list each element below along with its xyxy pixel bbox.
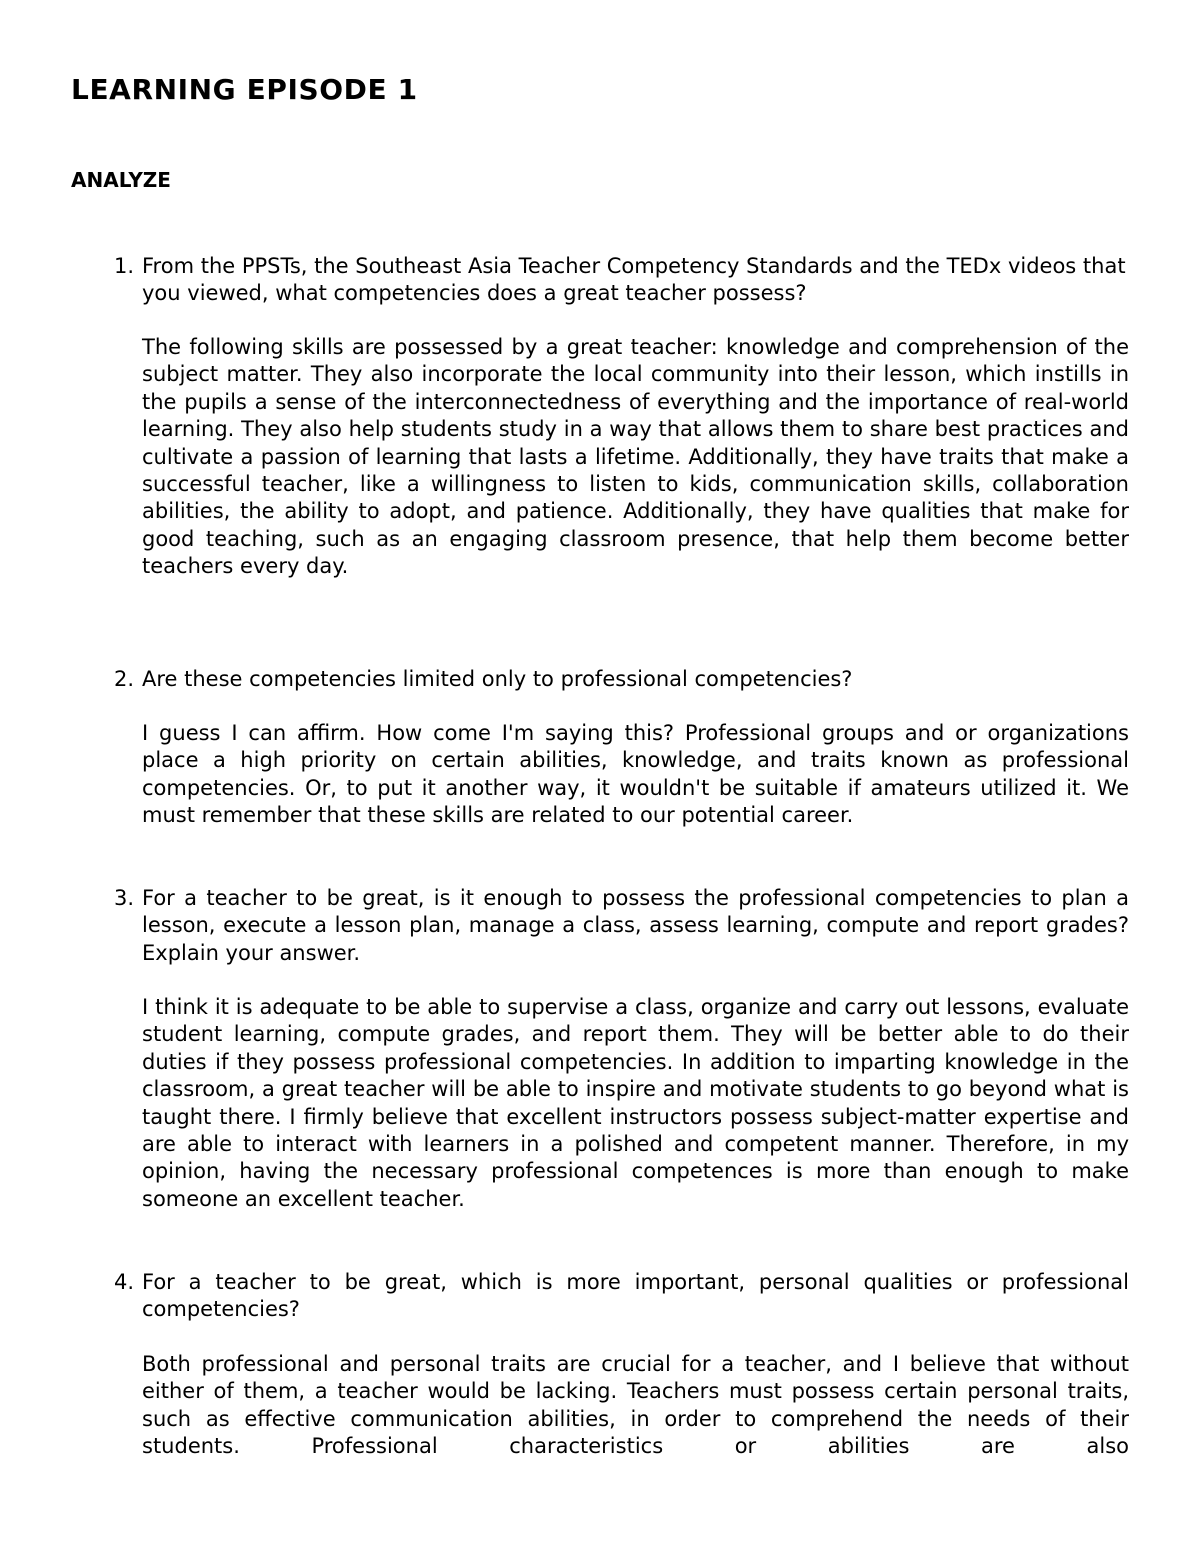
question-number: 1.	[113, 254, 134, 278]
question-text: From the PPSTs, the Southeast Asia Teacher Competency Standards and the TEDx videos that you viewed, what competencies does a great teacher possess?	[142, 254, 1126, 306]
question-text: Are these competencies limited only to professional competencies?	[142, 667, 853, 691]
document-title: LEARNING EPISODE 1	[71, 73, 418, 106]
answer-text: I guess I can affirm. How come I'm saying this? Professional groups and or organizations place a high priority on certain abilities, knowledge, and traits known as professional competencies. Or, to put it another way, it wouldn't be suitable if amateurs utilized it. We must remember that these skills are related to our potential career.	[142, 721, 1129, 828]
answer-text: The following skills are possessed by a great teacher: knowledge and comprehension of the subject matter. They also incorporate the local community into their lesson, which instills in the pupils a sense of the interconnectedness of everything and the importance of real-world learning. They also help students study in a way that allows them to share best practices and cultivate a passion of learning that lasts a lifetime. Additionally, they have traits that make a successful teacher, like a willingness to listen to kids, communication skills, collaboration abilities, the ability to adopt, and patience. Additionally, they have qualities that make for good teaching, such as an engaging classroom presence, that help them become better teachers every day.	[142, 335, 1129, 579]
answer-text: Both professional and personal traits are crucial for a teacher, and I believe that without either of them, a teacher would be lacking. Teachers must possess certain personal traits, such as effective communication abilities, in order to comprehend the needs of their students. Professional characteristics or abilities are also	[142, 1352, 1129, 1459]
answer-text: I think it is adequate to be able to supervise a class, organize and carry out lessons, evaluate student learning, compute grades, and report them. They will be better able to do their duties if they possess professional competencies. In addition to imparting knowledge in the classroom, a great teacher will be able to inspire and motivate students to go beyond what is taught there. I firmly believe that excellent instructors possess subject-matter expertise and are able to interact with learners in a polished and competent manner. Therefore, in my opinion, having the necessary professional competences is more than enough to make someone an excellent teacher.	[142, 995, 1129, 1211]
question-number: 4.	[113, 1270, 134, 1294]
question-number: 3.	[113, 886, 134, 910]
question-number: 2.	[113, 667, 134, 691]
question-text: For a teacher to be great, is it enough to possess the professional competencies to plan a lesson, execute a lesson plan, manage a class, assess learning, compute and report grades? Explain your answer.	[142, 886, 1129, 965]
section-heading: ANALYZE	[71, 168, 171, 192]
question-text: For a teacher to be great, which is more important, personal qualities or professional competencies?	[142, 1270, 1129, 1322]
